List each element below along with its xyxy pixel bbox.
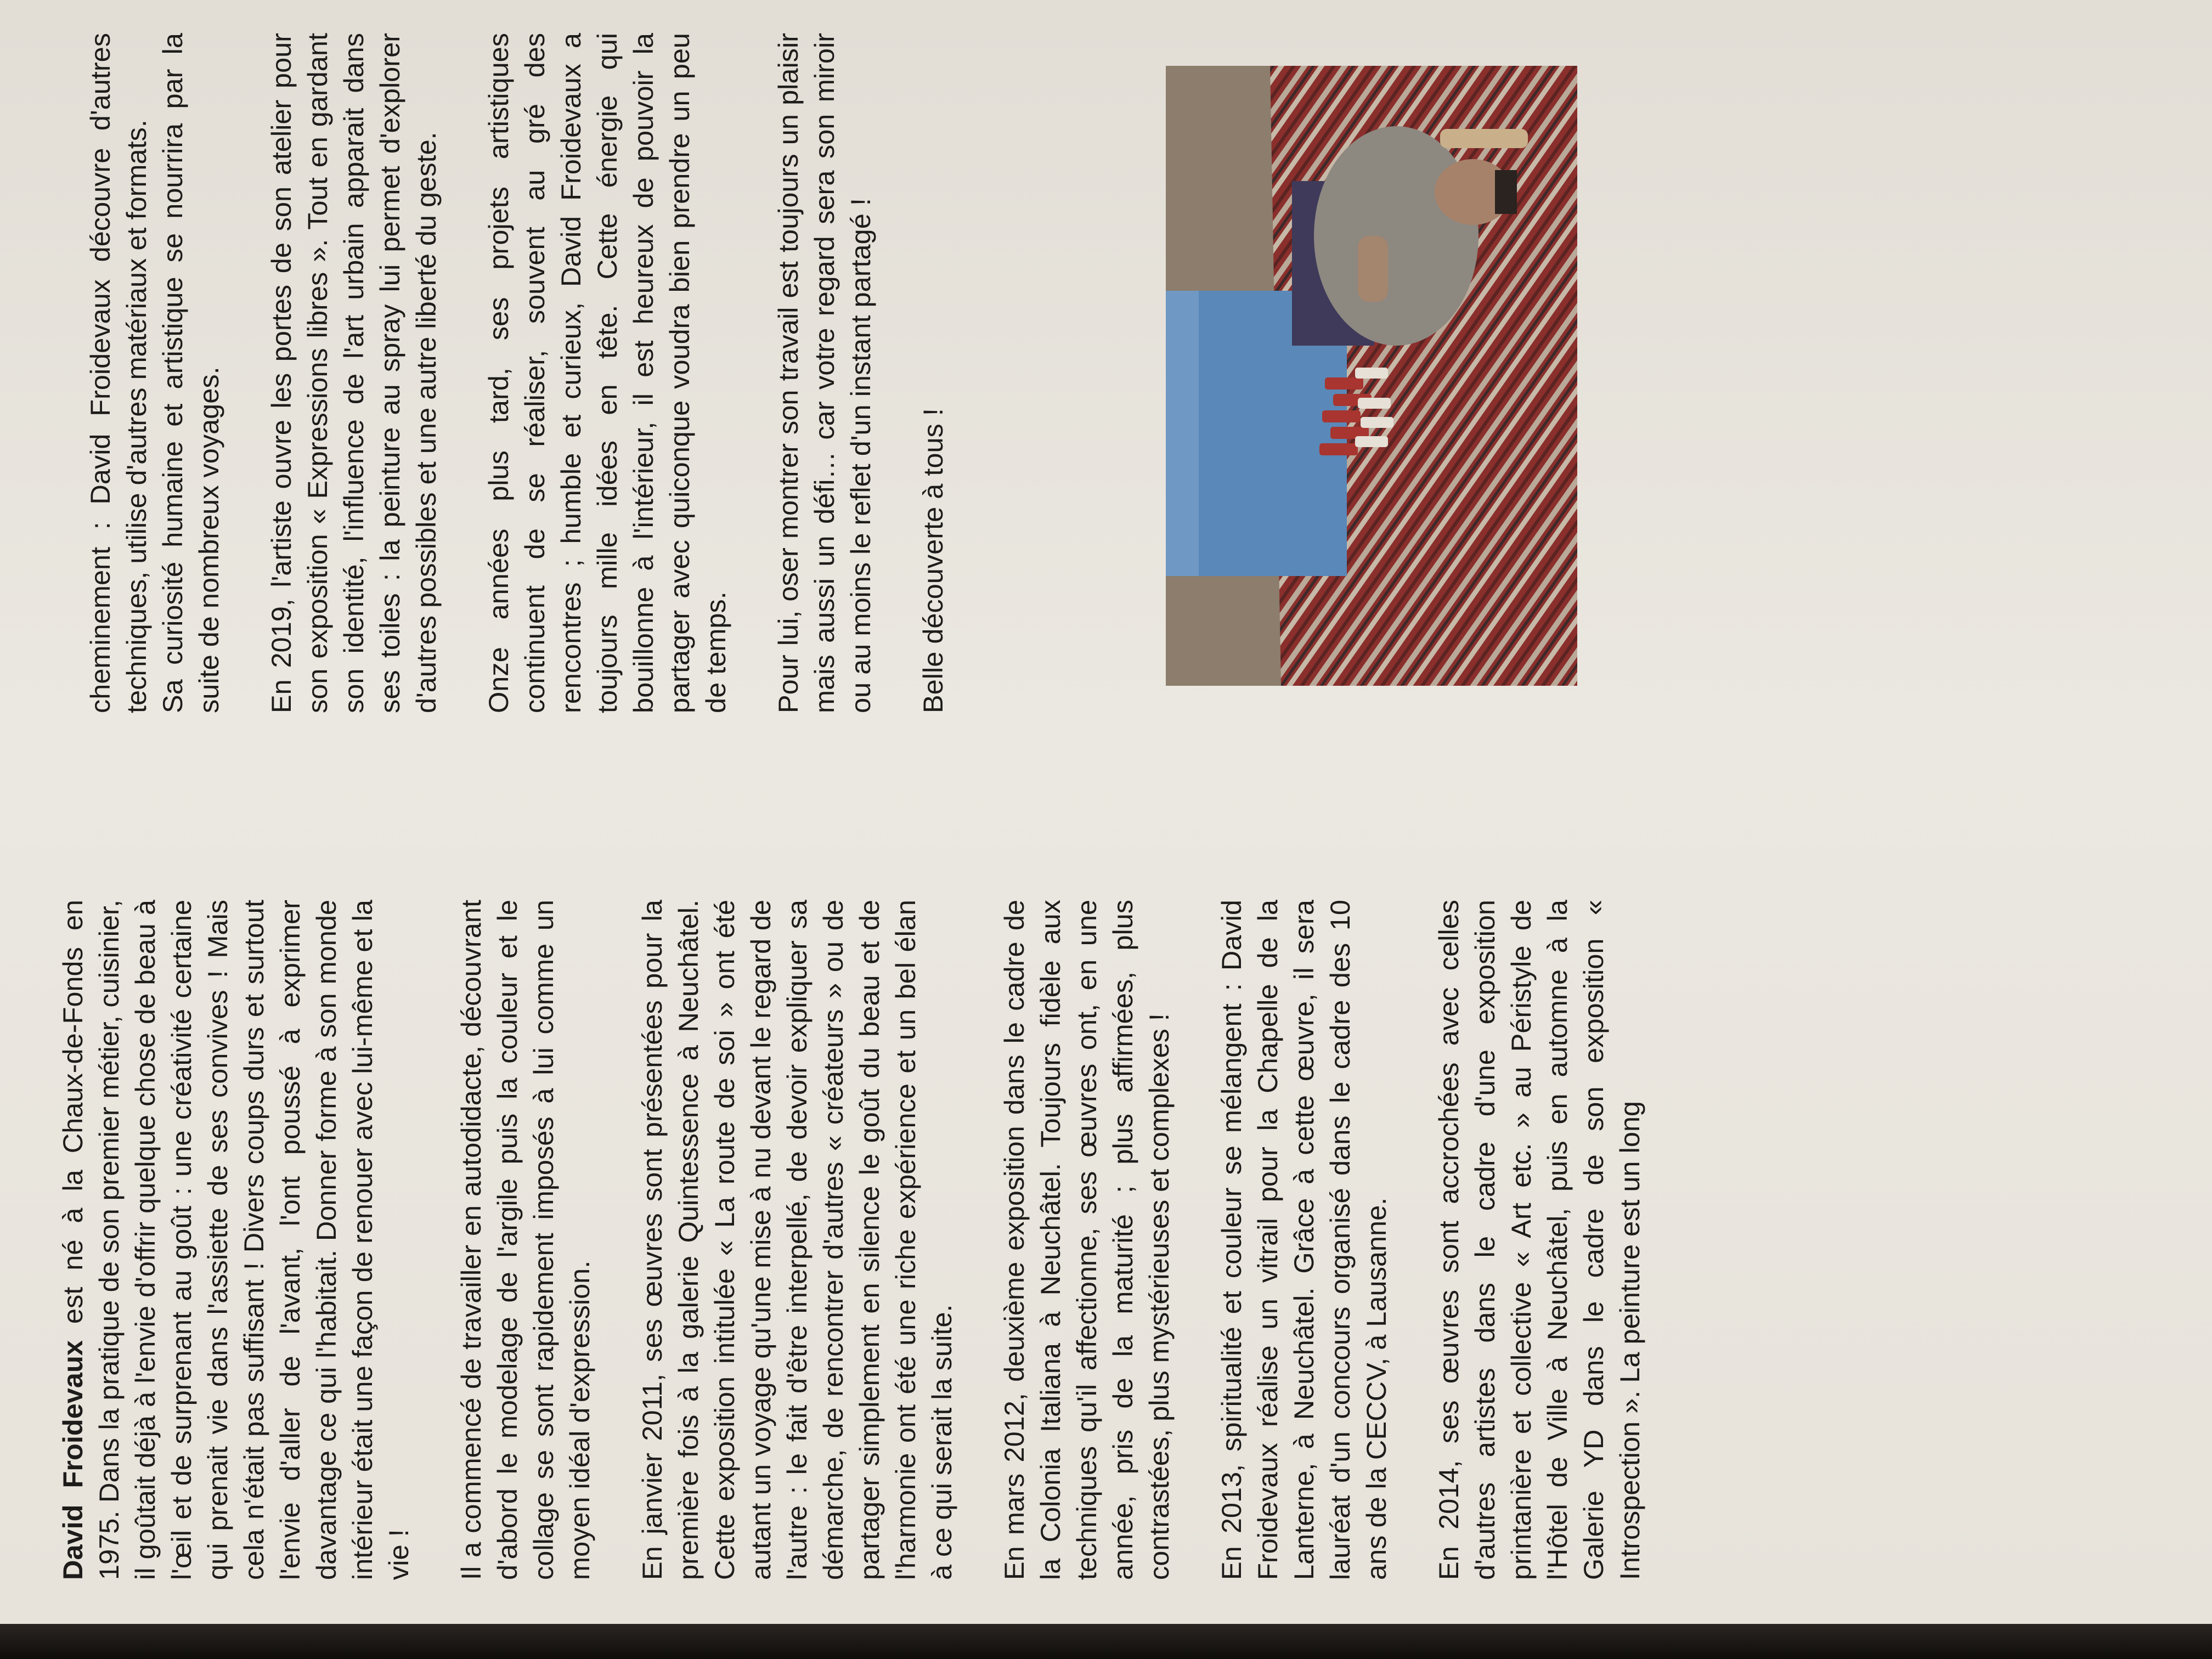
paragraph-pour-lui: Pour lui, oser montrer son travail est toujours un plaisir mais aussi un défi… car votre regard sera son miroir ou au moins le reflet d'un instant partagé ! (772, 33, 876, 713)
paragraph-2012: En mars 2012, deuxième exposition dans le cadre de la Colonia Italiana à Neuchâtel. Toujours fidèle aux techniques qu'il affectionne, ses œuvres ont, en une année, pris de la maturité ; plus affirmées, plus contrastées, plus mystérieuses et complexes ! (998, 900, 1175, 1580)
paragraph-onze-annees: Onze années plus tard, ses projets artistiques continuent de se réaliser, souvent au gré des rencontres ; humble et curieux, David Froidevaux a toujours mille idées en tête. Cette énergie qui bouillonne à l'intérieur, il est heureux de pouvoir la partager avec quiconque voudra bien prendre un peu de temps. (483, 33, 731, 713)
table-edge-shadow (0, 1624, 2212, 1659)
paragraph-voyages: Sa curiosité humaine et artistique se nourrira par la suite de nombreux voyages. (157, 33, 224, 713)
paragraph-2014: En 2014, ses œuvres sont accrochées avec celles d'autres artistes dans le cadre d'une exposition printanière et collective « Art etc. » au Péristyle de l'Hôtel de Ville à Neuchâtel, puis en automne à la Galerie YD dans le cadre de son exposition « Introspection ». La peinture est un long (1433, 900, 1645, 1580)
paragraph-closing: Belle découverte à tous ! (917, 408, 949, 713)
artist-at-work-image (1166, 66, 1577, 686)
text-column-left (55, 900, 1684, 1580)
paragraph-2011: En janvier 2011, ses œuvres sont présentées pour la première fois à la galerie Quintessence à Neuchâtel. Cette exposition intitulée « La route de soi » ont été autant un voyage qu'une mise à nu devant le regard de l'autre : le fait d'être interpellé, de devoir expliquer sa démarche, de rencontrer d'autres « créateurs » ou de partager simplement en silence le goût du beau et de l'harmonie ont été une riche expérience et un bel élan à ce qui serait la suite. (636, 900, 957, 1580)
text-column-right (82, 33, 988, 713)
paragraph-2019: En 2019, l'artiste ouvre les portes de son atelier pour son exposition « Expressions libres ». Tout en gardant son identité, l'influence de l'art urbain apparait dans ses toiles : la peinture au spray lui permet d'explorer d'autres possibles et une autre liberté du geste. (266, 33, 442, 713)
artist-name: David Froidevaux (57, 1340, 88, 1580)
paragraph-cheminement: cheminement : David Froidevaux découvre d'autres techniques, utilise d'autres matériaux et formats. (84, 33, 152, 713)
paragraph-autodidact: Il a commencé de travailler en autodidacte, découvrant d'abord le modelage de l'argile puis la couleur et le collage se sont rapidement imposés à lui comme un moyen idéal d'expression. (455, 900, 595, 1580)
paragraph-biography-intro: David Froidevaux est né à la Chaux-de-Fonds en 1975. Dans la pratique de son premier métier, cuisinier, il goûtait déjà à l'envie d'offrir quelque chose de beau à l'œil et de surprenant au goût : une créativité certaine qui prenait vie dans l'assiette de ses convives ! Mais cela n'était pas suffisant ! Divers coups durs et surtout l'envie d'aller de l'avant, l'ont poussé à exprimer davantage ce qui l'habitait. Donner forme à son monde intérieur était une façon de renouer avec lui-même et la vie ! (57, 899, 414, 1580)
paragraph-2013: En 2013, spiritualité et couleur se mélangent : David Froidevaux réalise un vitrail pour la Chapelle de la Lanterne, à Neuchâtel. Grâce à cette œuvre, il sera lauréat d'un concours organisé dans le cadre des 10 ans de la CECCV, à Lausanne. (1216, 900, 1392, 1580)
artist-photo (1166, 66, 1577, 686)
